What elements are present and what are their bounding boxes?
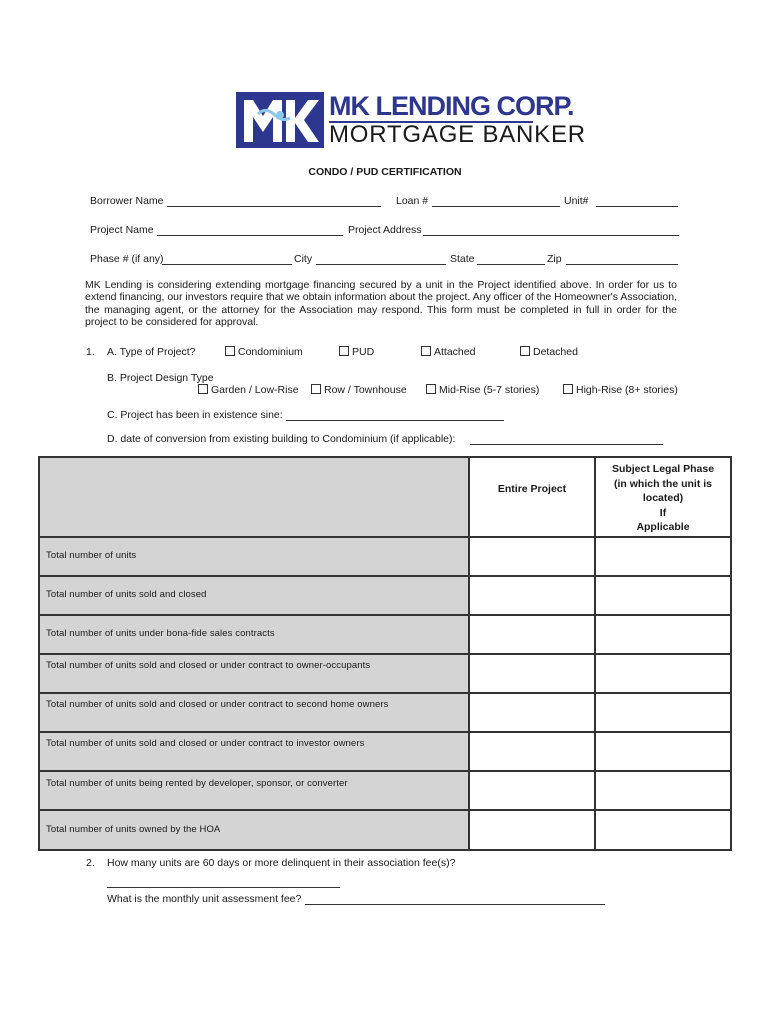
table-divider: [40, 614, 730, 616]
attached-option[interactable]: [421, 346, 475, 358]
borrower-row: [90, 195, 680, 209]
table-row-label: Total number of units sold and closed: [46, 589, 207, 600]
pud-option[interactable]: [339, 346, 374, 358]
entire-project-under-contract-cell[interactable]: [470, 615, 594, 654]
entire-project-sold-closed-cell[interactable]: [470, 576, 594, 615]
subject-phase-header-line: If: [659, 506, 667, 519]
conversion-date-label: D. date of conversion from existing building to Condominium (if applicable):: [107, 433, 456, 445]
entire-project-owner-occupants-cell[interactable]: [470, 654, 594, 693]
state-label: State: [450, 253, 475, 265]
entire-project-header: Entire Project: [497, 483, 567, 495]
detached-checkbox[interactable]: [520, 346, 530, 356]
delinquent-units-field[interactable]: [107, 876, 340, 888]
phase-owner-occupants-cell[interactable]: [596, 654, 730, 693]
zip-field[interactable]: [566, 253, 678, 265]
subject-phase-header-line: Subject Legal Phase: [611, 463, 715, 475]
subject-phase-header-line: located): [642, 492, 684, 505]
intro-paragraph: MK Lending is considering extending mortgage financing secured by a unit in the Project identified above. In order for us to extend financing, our investors require that we obtain information about the project. Any officer of the Homeowner's Association, the managing agent, or the attorney for the Association may respond. This form must be completed in full in order for the project to be considered for approval.: [85, 279, 677, 328]
zip-label: Zip: [547, 253, 562, 265]
subject-phase-header-line: Applicable: [636, 521, 690, 534]
form-title: CONDO / PUD CERTIFICATION: [308, 166, 462, 178]
phase-hoa-owned-cell[interactable]: [596, 810, 730, 849]
table-divider: [40, 536, 730, 538]
entire-project-rented-cell[interactable]: [470, 771, 594, 810]
pud-label: PUD: [352, 346, 375, 358]
condominium-label: Condominium: [238, 346, 303, 358]
units-table: [38, 456, 732, 851]
phase-row: [90, 253, 680, 267]
phase-label: Phase # (if any): [90, 253, 164, 265]
table-row-label: Total number of units sold and closed or under contract to owner-occupants: [46, 660, 371, 671]
entire-project-total-units-cell[interactable]: [470, 537, 594, 576]
mid-rise-checkbox[interactable]: [426, 384, 436, 394]
logo-brand-text: MK LENDING CORP.: [329, 91, 574, 121]
monthly-fee-label: What is the monthly unit assessment fee?: [107, 893, 302, 905]
garden-low-rise-label: Garden / Low-Rise: [211, 384, 299, 396]
type-of-project-label: A. Type of Project?: [107, 346, 196, 358]
table-row-label: Total number of units under bona-fide sales contracts: [46, 628, 275, 639]
city-field[interactable]: [316, 253, 446, 265]
project-row: [90, 224, 680, 238]
borrower-name-label: Borrower Name: [90, 195, 164, 207]
detached-option[interactable]: [520, 346, 578, 358]
table-divider: [40, 575, 730, 577]
phase-sold-closed-cell[interactable]: [596, 576, 730, 615]
loan-field[interactable]: [432, 195, 560, 207]
subject-phase-header: [596, 462, 730, 535]
project-name-label: Project Name: [90, 224, 154, 236]
city-label: City: [294, 253, 313, 265]
project-name-field[interactable]: [157, 224, 343, 236]
question-2-number: 2.: [86, 857, 95, 869]
loan-label: Loan #: [396, 195, 429, 207]
table-divider: [40, 809, 730, 811]
table-row-label: Total number of units owned by the HOA: [46, 824, 221, 835]
table-divider: [40, 731, 730, 733]
project-design-type-label: B. Project Design Type: [107, 372, 214, 384]
state-field[interactable]: [477, 253, 545, 265]
garden-low-rise-checkbox[interactable]: [198, 384, 208, 394]
question-1-number: 1.: [86, 346, 95, 358]
unit-field[interactable]: [596, 195, 678, 207]
condominium-option[interactable]: [225, 346, 303, 358]
high-rise-label: High-Rise (8+ stories): [576, 384, 678, 396]
row-townhouse-label: Row / Townhouse: [324, 384, 407, 396]
unit-label: Unit#: [564, 195, 589, 207]
phase-second-home-cell[interactable]: [596, 693, 730, 732]
phase-field[interactable]: [162, 253, 292, 265]
project-address-label: Project Address: [348, 224, 422, 236]
phase-under-contract-cell[interactable]: [596, 615, 730, 654]
table-divider: [40, 653, 730, 655]
conversion-date-field[interactable]: [470, 433, 663, 445]
table-row-label: Total number of units being rented by developer, sponsor, or converter: [46, 778, 348, 789]
phase-rented-cell[interactable]: [596, 771, 730, 810]
high-rise-checkbox[interactable]: [563, 384, 573, 394]
monthly-fee-field[interactable]: [305, 893, 605, 905]
project-existence-label: C. Project has been in existence sine:: [107, 409, 283, 421]
phase-total-units-cell[interactable]: [596, 537, 730, 576]
attached-label: Attached: [434, 346, 476, 358]
table-divider: [40, 770, 730, 772]
project-existence-field[interactable]: [286, 409, 504, 421]
condominium-checkbox[interactable]: [225, 346, 235, 356]
mid-rise-label: Mid-Rise (5-7 stories): [439, 384, 540, 396]
garden-low-rise-option[interactable]: [198, 384, 299, 396]
project-address-field[interactable]: [423, 224, 679, 236]
subject-phase-header-line: (in which the unit is: [614, 477, 712, 490]
phase-investor-cell[interactable]: [596, 732, 730, 771]
row-townhouse-checkbox[interactable]: [311, 384, 321, 394]
attached-checkbox[interactable]: [421, 346, 431, 356]
table-row-label: Total number of units sold and closed or under contract to second home owners: [46, 699, 389, 710]
logo-subtitle: MORTGAGE BANKER: [329, 121, 586, 148]
entire-project-second-home-cell[interactable]: [470, 693, 594, 732]
borrower-name-field[interactable]: [167, 195, 381, 207]
mid-rise-option[interactable]: [426, 384, 539, 396]
table-row-label: Total number of units sold and closed or under contract to investor owners: [46, 738, 365, 749]
table-row-label: Total number of units: [46, 550, 137, 561]
entire-project-investor-cell[interactable]: [470, 732, 594, 771]
row-townhouse-option[interactable]: [311, 384, 407, 396]
detached-label: Detached: [533, 346, 578, 358]
entire-project-hoa-owned-cell[interactable]: [470, 810, 594, 849]
pud-checkbox[interactable]: [339, 346, 349, 356]
mk-logo-mark: [236, 92, 324, 148]
table-header-blank: [40, 458, 468, 537]
high-rise-option[interactable]: [563, 384, 678, 396]
table-divider: [40, 692, 730, 694]
company-logo: [236, 91, 586, 152]
delinquent-units-question: How many units are 60 days or more delinquent in their association fee(s)?: [107, 857, 456, 869]
